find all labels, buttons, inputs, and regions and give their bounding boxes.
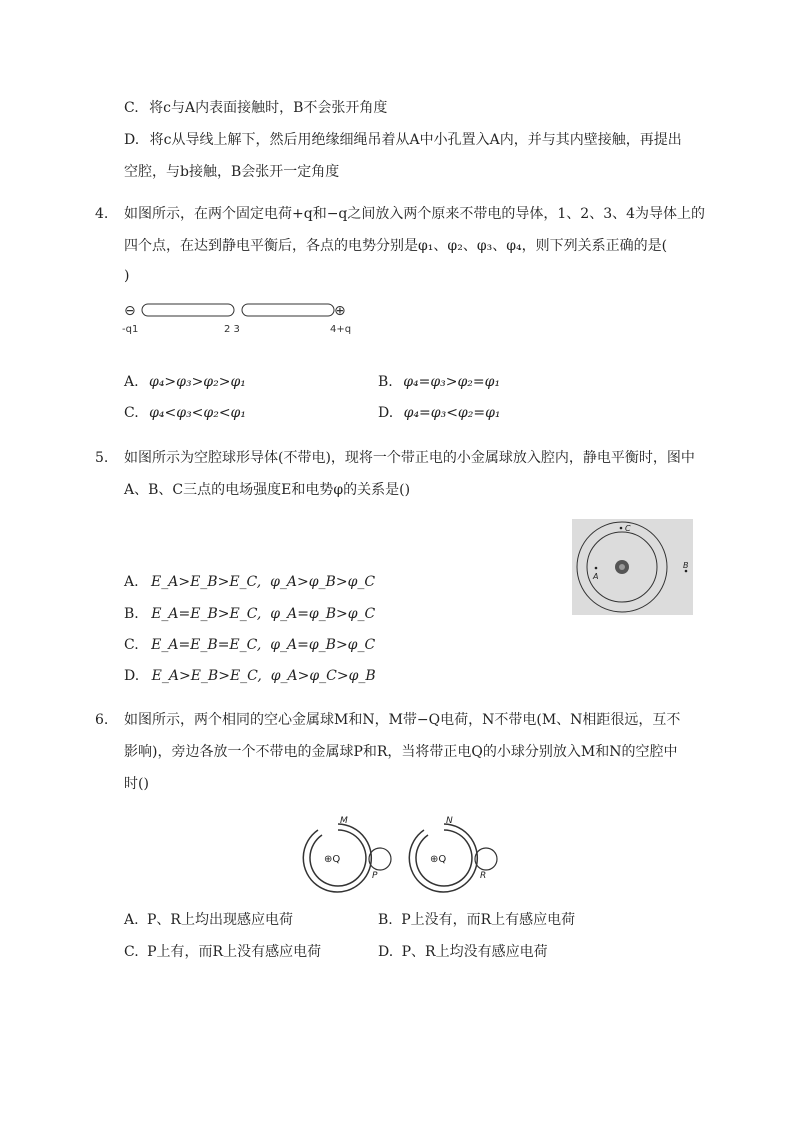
q5-point-b xyxy=(685,570,688,573)
q4-option-b xyxy=(378,372,500,392)
q5-point-c xyxy=(620,527,623,530)
q4-neg-charge: ⊖ xyxy=(124,303,136,319)
q6-label-m: M xyxy=(340,816,348,826)
q4-conductor-left xyxy=(142,304,234,316)
q4-stem-line2: 四个点，在达到静电平衡后，各点的电势分别是φ₁、φ₂、φ₃、φ₄，则下列关系正确的是( xyxy=(124,238,668,254)
q4-option-c-label: C. xyxy=(124,405,139,421)
q4-option-d xyxy=(378,403,501,423)
q6-option-b-text: P上没有，而R上有感应电荷 xyxy=(401,912,576,928)
q6-label-p: P xyxy=(372,871,378,881)
q4-option-c-text: φ₄<φ₃<φ₂<φ₁ xyxy=(149,405,246,421)
q5-option-c xyxy=(124,635,375,655)
q4-label-right: 4+q xyxy=(330,324,352,335)
q6-label-n: N xyxy=(446,816,453,826)
q5-point-a xyxy=(595,567,598,570)
q4-pos-charge: ⊕ xyxy=(334,303,346,319)
q6-option-c xyxy=(124,942,321,962)
q4-figure xyxy=(120,298,360,338)
q5-ball-highlight xyxy=(619,564,625,570)
q5-option-b xyxy=(124,604,375,624)
q6-option-c-label: C. xyxy=(124,944,139,960)
q5-label-a: A xyxy=(593,572,599,581)
q6-number: 6. xyxy=(95,712,109,728)
q6-label-r: R xyxy=(480,871,487,881)
q6-inner-charge-left: ⊕Q xyxy=(324,854,341,865)
q6-option-b xyxy=(378,910,575,930)
q5-stem-line1: 如图所示为空腔球形导体(不带电)，现将一个带正电的小金属球放入腔内，静电平衡时，图中 xyxy=(124,450,695,466)
q4-option-b-text: φ₄=φ₃>φ₂=φ₁ xyxy=(403,374,501,390)
q5-number: 5. xyxy=(95,450,109,466)
q6-figure xyxy=(296,812,506,898)
q6-option-a-label: A. xyxy=(124,912,139,928)
q4-option-d-label: D. xyxy=(378,405,394,421)
q4-figure-svg xyxy=(120,298,360,338)
q3-option-d xyxy=(124,130,682,150)
q6-stem-line3: 时() xyxy=(124,776,149,792)
q4-option-b-label: B. xyxy=(378,374,393,390)
q4-conductor-right xyxy=(242,304,334,316)
q5-figure-svg xyxy=(572,519,693,615)
q6-ball-r xyxy=(475,848,497,870)
q6-stem-line2: 影响)，旁边各放一个不带电的金属球P和R，当将带正电Q的小球分别放入M和N的空腔中 xyxy=(124,744,678,760)
q3-option-d-line1: 将c从导线上解下，然后用绝缘细绳吊着从A中小孔置入A内，并与其内壁接触，再提出 xyxy=(149,132,682,148)
q5-option-b-text: E_A=E_B>E_C, φ_A=φ_B>φ_C xyxy=(151,606,376,622)
q5-option-c-text: E_A=E_B=E_C, φ_A=φ_B>φ_C xyxy=(151,637,376,653)
q6-option-c-text: P上有，而R上没有感应电荷 xyxy=(147,944,322,960)
q6-option-d xyxy=(378,942,548,962)
q6-stem-line1: 如图所示，两个相同的空心金属球M和N，M带−Q电荷，N不带电(M、N相距很远，互不 xyxy=(124,712,681,728)
q4-stem-line1: 如图所示，在两个固定电荷+q和−q之间放入两个原来不带电的导体，1、2、3、4为导体上的 xyxy=(124,206,706,222)
q4-option-d-text: φ₄=φ₃<φ₂=φ₁ xyxy=(403,405,501,421)
q5-stem-line2: A、B、C三点的电场强度E和电势φ的关系是() xyxy=(124,482,411,498)
q6-inner-charge-right: ⊕Q xyxy=(430,854,447,865)
q5-option-a-text: E_A>E_B>E_C, φ_A>φ_B>φ_C xyxy=(151,574,376,590)
q4-stem-line3: ) xyxy=(124,268,130,284)
q5-option-a xyxy=(124,572,375,592)
q3-option-d-label: D. xyxy=(124,132,140,148)
q4-option-a-text: φ₄>φ₃>φ₂>φ₁ xyxy=(149,374,246,390)
q5-option-d-text: E_A>E_B>E_C, φ_A>φ_C>φ_B xyxy=(151,668,376,684)
q6-option-d-text: P、R上均没有感应电荷 xyxy=(401,944,548,960)
q4-option-c xyxy=(124,403,246,423)
q5-option-b-label: B. xyxy=(124,606,139,622)
q6-figure-svg xyxy=(296,812,506,898)
q6-option-d-label: D. xyxy=(378,944,394,960)
q4-number: 4. xyxy=(95,206,109,222)
q5-option-d xyxy=(124,666,376,686)
q6-option-a-text: P、R上均出现感应电荷 xyxy=(147,912,293,928)
q5-option-d-label: D. xyxy=(124,668,140,684)
q5-figure xyxy=(572,519,693,615)
q3-option-c-label: C. xyxy=(124,100,139,116)
q5-label-c: C xyxy=(625,524,631,533)
q5-label-b: B xyxy=(683,561,689,570)
q6-ball-p xyxy=(369,848,391,870)
q4-label-left: -q1 xyxy=(122,324,139,335)
q3-option-d-line2: 空腔，与b接触，B会张开一定角度 xyxy=(124,164,340,180)
q5-option-c-label: C. xyxy=(124,637,139,653)
q4-label-mid: 2 3 xyxy=(224,324,240,335)
q5-option-a-label: A. xyxy=(124,574,139,590)
q4-option-a xyxy=(124,372,246,392)
q3-option-c xyxy=(124,98,387,118)
q6-option-b-label: B. xyxy=(378,912,393,928)
q3-option-c-text: 将c与A内表面接触时，B不会张开角度 xyxy=(149,100,388,116)
q6-option-a xyxy=(124,910,293,930)
q4-option-a-label: A. xyxy=(124,374,139,390)
